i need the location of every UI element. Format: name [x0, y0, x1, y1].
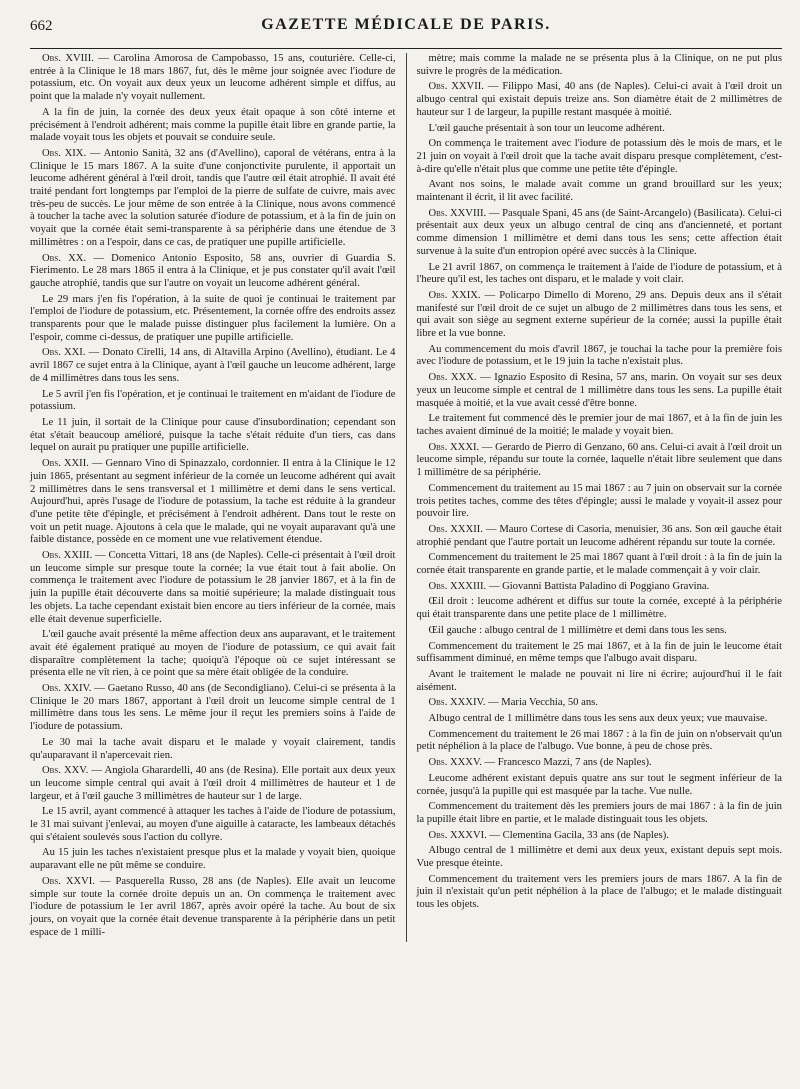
- paragraph-text: — Carolina Amorosa de Campobasso, 15 ans, couturière. Celle-ci, entrée à la Clinique le 18 mars 1867, fut, dès le même jour soignée avec l'iodure de potassium, etc. On voyait aux deux yeux un leucome adhérent simple et diffus, au point que la malade n'y voyait nullement.: [30, 53, 396, 103]
- paragraph: [416, 874, 782, 912]
- observation-paragraph: [416, 372, 782, 410]
- observation-paragraph: [416, 208, 782, 259]
- observation-label: Obs. XXIV.: [42, 683, 92, 695]
- paragraph-text: Commencement du traitement le 25 mai 1867, et à la fin de juin le leucome était suffisamment diminué, en même temps que l'albugo avait disparu.: [416, 640, 782, 665]
- observation-label: Obs. XXXIV.: [428, 697, 486, 709]
- paragraph-text: — Gaetano Russo, 40 ans (de Secondigliano). Celui-ci se présenta à la Clinique le 20 mars 1867, apportant à l'œil droit un leucome simple central de 1 millimètre dans tous les sens. Le même jour il reçut les premiers soins à l'aide de l'iodure de potassium.: [30, 683, 396, 733]
- paragraph-text: L'œil gauche présentait à son tour un leucome adhérent.: [428, 122, 665, 134]
- paragraph-text: — Policarpo Dimello di Moreno, 29 ans. Depuis deux ans il s'était manifesté sur l'œil droit de ce sujet un albugo de 2 millimètres dans tous les sens, et qui avait son siège au segment externe supérieur de la cornée; aussi la pupille était libre et la vue bonne.: [416, 289, 782, 340]
- paragraph: [416, 262, 782, 287]
- paragraph-text: Commencement du traitement au 15 mai 1867 : au 7 juin on observait sur la cornée trois petites taches, comme des têtes d'épingle; aussi le malade y voyait-il assez pour pouvoir lire.: [416, 482, 782, 520]
- paragraph-text: — Francesco Mazzi, 7 ans (de Naples).: [481, 757, 652, 769]
- paragraph: [416, 729, 782, 754]
- text-columns: [30, 53, 782, 942]
- left-column: [30, 53, 396, 942]
- paragraph-text: Au commencement du mois d'avril 1867, je touchai la tache pour la première fois avec l'iodure de potassium, et le 19 juin la tache n'existait plus.: [416, 343, 782, 368]
- paragraph-text: Le 30 mai la tache avait disparu et le malade y voyait clairement, tandis qu'auparavant il n'apercevait rien.: [30, 736, 396, 761]
- paragraph: [30, 417, 396, 455]
- observation-label: Obs. XXX.: [428, 372, 477, 384]
- observation-paragraph: [30, 550, 396, 626]
- column-divider: [406, 53, 407, 942]
- paragraph-text: — Angiola Gharardelli, 40 ans (de Resina). Elle portait aux deux yeux un leucome simple central qui avait à l'œil droit 4 millimètres de hauteur et 1 de largeur, et à l'œil gauche 3 millimètres de hauteur sur 1 de large.: [30, 765, 396, 802]
- paragraph: [30, 847, 396, 872]
- observation-paragraph: [30, 347, 396, 385]
- observation-paragraph: [30, 765, 396, 803]
- paragraph: [416, 138, 782, 176]
- observation-paragraph: [30, 876, 396, 940]
- paragraph-text: Œil droit : leucome adhérent et diffus sur toute la cornée, excepté à la périphérie qui était transparente dans une petite place de 1 millimètre.: [416, 596, 782, 621]
- paragraph-text: Le 29 mars j'en fis l'opération, à la suite de quoi je continuai le traitement par l'emploi de l'iodure de potassium, etc. Présentement, la cornée offre des endroits assez transparents pour que le malade puisse distinguer plus facilement la lumière. On a l'espoir, comme ci-dessus, de pratiquer une pupille artificielle.: [30, 293, 396, 343]
- observation-label: Obs. XXXVI.: [428, 829, 487, 841]
- observation-paragraph: [30, 253, 396, 291]
- paragraph-text: L'œil gauche avait présenté la même affection deux ans auparavant, et le traitement avait été également pratiqué au moyen de l'iodure de potassium, ce qui avait fait disparaître complètement la tache; quoiqu'à l'époque où ce sujet intéressant se présenta elle ne vît rien, à ce point que sa mère était obligée de la conduire.: [30, 629, 396, 679]
- paragraph-text: — Ignazio Esposito di Resina, 57 ans, marin. On voyait sur ses deux yeux un leucome simple et central de 1 millimètre dans tous les sens. La pupille était masquée à moitié, et la vue avait cessé d'être bonne.: [416, 372, 782, 409]
- paragraph-text: Commencement du traitement dès les premiers jours de mai 1867 : à la fin de juin la pupille était libre en partie, et le malade distinguait tous les objets.: [416, 801, 782, 825]
- paragraph-text: — Mauro Cortese di Casoria, menuisier, 36 ans. Son œil gauche était atrophié pendant que l'autre portait un leucome adhérent répandu sur toute la cornée.: [416, 523, 782, 548]
- paragraph-text: — Filippo Masi, 40 ans (de Naples). Celui-ci avait à l'œil droit un albugo central qui existait depuis treize ans. Son diamètre était de 2 millimètres de hauteur sur 1 de largeur, la pupille restant masquée à moitié.: [416, 81, 782, 118]
- observation-paragraph: [416, 830, 782, 843]
- observation-label: Obs. XXIII.: [42, 550, 93, 562]
- page-header: [30, 16, 782, 42]
- paragraph: [416, 483, 782, 521]
- paragraph-text: Le 15 avril, ayant commencé à attaquer les taches à l'aide de l'iodure de potassium, le 31 mai suivant j'enlevai, au moyen d'une aiguille à cataracte, les lambeaux détachés qui s'étaient soulevés sous l'action du collyre.: [30, 806, 396, 843]
- paragraph: [416, 625, 782, 638]
- paragraph-text: Avant nos soins, le malade avait comme un grand brouillard sur les yeux; maintenant il écrit, il lit avec facilité.: [416, 179, 782, 204]
- paragraph: [416, 123, 782, 136]
- paragraph-text: Avant le traitement le malade ne pouvait ni lire ni écrire; aujourd'hui il le fait aisément.: [416, 668, 782, 693]
- observation-label: Obs. XXXIII.: [428, 580, 487, 592]
- running-title: GAZETTE MÉDICALE DE PARIS.: [261, 16, 551, 33]
- paragraph-text: — Gennaro Vino di Spinazzalo, cordonnier. Il entra à la Clinique le 12 juin 1865, présentant au segment inférieur de la cornée un leucome adhérent qui avait 2 millimètres dans le sens transversal et 1 millimètre et demi dans le sens vertical. Aujourd'hui, après l'usage de l'iodure de potassium, la tache est réduite à la grandeur d'une petite tête d'épingle, et précisément à l'endroit adhérent. Dans tout le reste on voit un petit nuage. Ajoutons à cela que le malade, qui ne voyait auparavant qu'à une faible distance, possède en ce moment une vue relativement étendue.: [30, 458, 396, 546]
- paragraph-text: A la fin de juin, la cornée des deux yeux était opaque à son côté interne et précisément à l'endroit adhérent; mais comme la pupille était libre en grande partie, la malade voyait tous les objets et pouvait se conduire seule.: [30, 106, 396, 144]
- paragraph-text: Œil gauche : albugo central de 1 millimètre et demi dans tous les sens.: [428, 624, 727, 636]
- paragraph-text: Albugo central de 1 millimètre et demi aux deux yeux, existant depuis sept mois. Vue presque éteinte.: [416, 845, 782, 870]
- observation-paragraph: [416, 442, 782, 480]
- observation-label: Obs. XXV.: [42, 765, 89, 777]
- paragraph: [30, 389, 396, 414]
- paragraph: [416, 596, 782, 621]
- paragraph-text: — Concetta Vittari, 18 ans (de Naples). Celle-ci présentait à l'œil droit un leucome simple sur presque toute la cornée; la vue était tout à fait abolie. On commença le traitement avec l'iodure de potassium le 28 janvier 1867, et à la fin de juin la pupille était découverte dans sa moitié supérieure; la malade distinguait tous les objets. La tache cependant existait bien encore au tiers inférieur de la cornée, mais elle était devenue superficielle.: [30, 550, 396, 625]
- paragraph: [30, 806, 396, 844]
- paragraph-text: Le 11 juin, il sortait de la Clinique pour cause d'insubordination; cependant son état s'était beaucoup amélioré, puisque la tache s'était réduite d'un tiers, cas dans lequel on aurait pu pratiquer une pupille artificielle.: [30, 416, 396, 454]
- observation-paragraph: [30, 458, 396, 547]
- observation-paragraph: [30, 683, 396, 734]
- paragraph: [30, 107, 396, 145]
- paragraph: [416, 413, 782, 438]
- paragraph: [416, 641, 782, 666]
- paragraph: [416, 552, 782, 577]
- observation-paragraph: [416, 581, 782, 594]
- paragraph-text: — Clementina Gacila, 33 ans (de Naples).: [486, 829, 669, 841]
- observation-paragraph: [416, 757, 782, 770]
- observation-label: Obs. XXVI.: [42, 875, 95, 887]
- observation-label: Obs. XXXII.: [428, 523, 483, 535]
- paragraph: [416, 801, 782, 826]
- paragraph-text: — Giovanni Battista Paladino di Poggiano Gravina.: [486, 580, 710, 592]
- paragraph-text: — Donato Cirelli, 14 ans, di Altavilla Arpino (Avellino), étudiant. Le 4 avril 1867 ce sujet entra à la Clinique, ayant à l'œil gauche un leucome adhérent, large de 4 millimètres dans tous les sens.: [30, 347, 396, 384]
- observation-paragraph: [416, 697, 782, 710]
- observation-paragraph: [30, 148, 396, 250]
- observation-paragraph: [416, 81, 782, 119]
- observation-label: Obs. XXI.: [42, 347, 86, 359]
- paragraph-text: Le 21 avril 1867, on commença le traitement à l'aide de l'iodure de potassium, et à l'heure qu'il est, les taches ont disparu, et le malade y voit clair.: [416, 261, 782, 286]
- paragraph-text: Au 15 juin les taches n'existaient presque plus et la malade y voyait bien, quoique auparavant elle ne pût même se conduire.: [30, 847, 396, 872]
- observation-label: Obs. XVIII.: [42, 53, 94, 64]
- paragraph: [416, 845, 782, 870]
- paragraph-text: Commencement du traitement le 25 mai 1867 quant à l'œil droit : à la fin de juin la cornée était transparente en grande partie, et le malade commençait à y voir clair.: [416, 552, 782, 577]
- header-rule: [30, 48, 782, 49]
- paragraph: [416, 53, 782, 78]
- right-column: [416, 53, 782, 942]
- paragraph: [416, 713, 782, 726]
- paragraph: [416, 344, 782, 369]
- paragraph: [30, 629, 396, 680]
- paragraph: [30, 737, 396, 762]
- paragraph: [30, 294, 396, 345]
- paragraph-text: — Domenico Antonio Esposito, 58 ans, ouvrier di Guardia S. Fierimento. Le 28 mars 1865 il entra à la Clinique, et je pus constater qu'il avait l'œil gauche atrophié, tandis que sur l'autre on voyait un leucome adhérent général.: [30, 252, 396, 289]
- paragraph-text: Albugo central de 1 millimètre dans tous les sens aux deux yeux; vue mauvaise.: [428, 713, 768, 725]
- paragraph-text: — Antonio Sanità, 32 ans (d'Avellino), caporal de vétérans, entra à la Clinique le 15 mars 1867. A la suite d'une conjonctivite purulente, il apportait un leucome adhérent général à l'œil droit, tandis que l'autre œil était atrophié. Il avait été traité pendant fort longtemps par l'emploi de la pierre de sulfate de cuivre, mais avec très-peu de succès. Le jour même de son entrée à la Clinique, nous avons commencé à toucher la tache avec la solution saturée d'iodure de potassium, et à la fin de juin on voyait que la cornée était semi-transparente à sa périphérie dans une étendue de 3 millimètres : on a l'espoir, dans ce cas, de pratiquer une pupille artificielle.: [30, 147, 396, 248]
- observation-label: Obs. XXXV.: [428, 757, 482, 769]
- paragraph: [416, 179, 782, 204]
- paragraph-text: Le traitement fut commencé dès le premier jour de mai 1867, et à la fin de juin les taches avaient diminué de la moitié; le malade y voyait bien.: [416, 413, 782, 437]
- observation-paragraph: [416, 290, 782, 341]
- observation-label: Obs. XXVII.: [428, 81, 484, 93]
- observation-paragraph: [30, 53, 396, 104]
- page-number: 662: [30, 18, 53, 34]
- observation-label: Obs. XXII.: [42, 458, 89, 470]
- observation-label: Obs. XXIX.: [428, 289, 481, 301]
- observation-label: Obs. XXVIII.: [428, 207, 487, 219]
- paragraph: [416, 773, 782, 798]
- paragraph-text: mètre; mais comme la malade ne se présenta plus à la Clinique, on ne put plus suivre le progrès de la médication.: [416, 53, 782, 77]
- paragraph-text: Commencement du traitement le 26 mai 1867 : à la fin de juin on n'observait qu'un petit néphélion à la place de l'albugo. Vue bonne, à peu de chose près.: [416, 728, 782, 753]
- paragraph-text: — Pasquale Spani, 45 ans (de Saint-Arcangelo) (Basilicata). Celui-ci présentait aux deux yeux un albugo central de cinq ans d'ancienneté, et portant comme dimension 1 millimètre et demi dans tous les sens; cette affection était survenue à la suite d'un entropion opéré avec succès à la Clinique.: [416, 207, 782, 257]
- paragraph-text: Leucome adhérent existant depuis quatre ans sur tout le segment inférieur de la cornée, jusqu'à la pupille qui est masquée par la tache. Vue nulle.: [416, 772, 782, 797]
- observation-label: Obs. XIX.: [42, 147, 87, 159]
- paragraph: [416, 669, 782, 694]
- observation-label: Obs. XXXI.: [428, 441, 480, 453]
- paragraph-text: On commença le traitement avec l'iodure de potassium dès le mois de mars, et le 21 juin on voyait à l'œil droit que la tache avait disparu presque complètement, c'est-à-dire qu'elle n'était plus que comme une petite tête d'épingle.: [416, 138, 782, 175]
- paragraph-text: Le 5 avril j'en fis l'opération, et je continuai le traitement en m'aidant de l'iodure de potassium.: [30, 388, 396, 413]
- paragraph-text: Commencement du traitement vers les premiers jours de mars 1867. A la fin de juin il n'existait qu'un petit néphélion à la place de l'albugo; et le malade distinguait tous les objets.: [416, 873, 782, 911]
- paragraph-text: — Gerardo de Pierro di Genzano, 60 ans. Celui-ci avait à l'œil droit un leucome simple, répandu sur toute la cornée, laquelle n'était libre seulement que dans 1 millimètre de sa périphérie.: [416, 441, 782, 479]
- observation-paragraph: [416, 524, 782, 549]
- observation-label: Obs. XX.: [42, 252, 87, 264]
- paragraph-text: — Pasquerella Russo, 28 ans (de Naples). Elle avait un leucome simple sur toute la cornée droite depuis un an. On commença le traitement avec l'iodure de potassium le 1er avril 1867, après avoir opéré la tache. Au bout de six jours, on voyait que la cornée était devenue transparente à la périphérie dans un petit espace de 1 milli-: [30, 875, 396, 938]
- paragraph-text: — Maria Vecchia, 50 ans.: [485, 697, 598, 709]
